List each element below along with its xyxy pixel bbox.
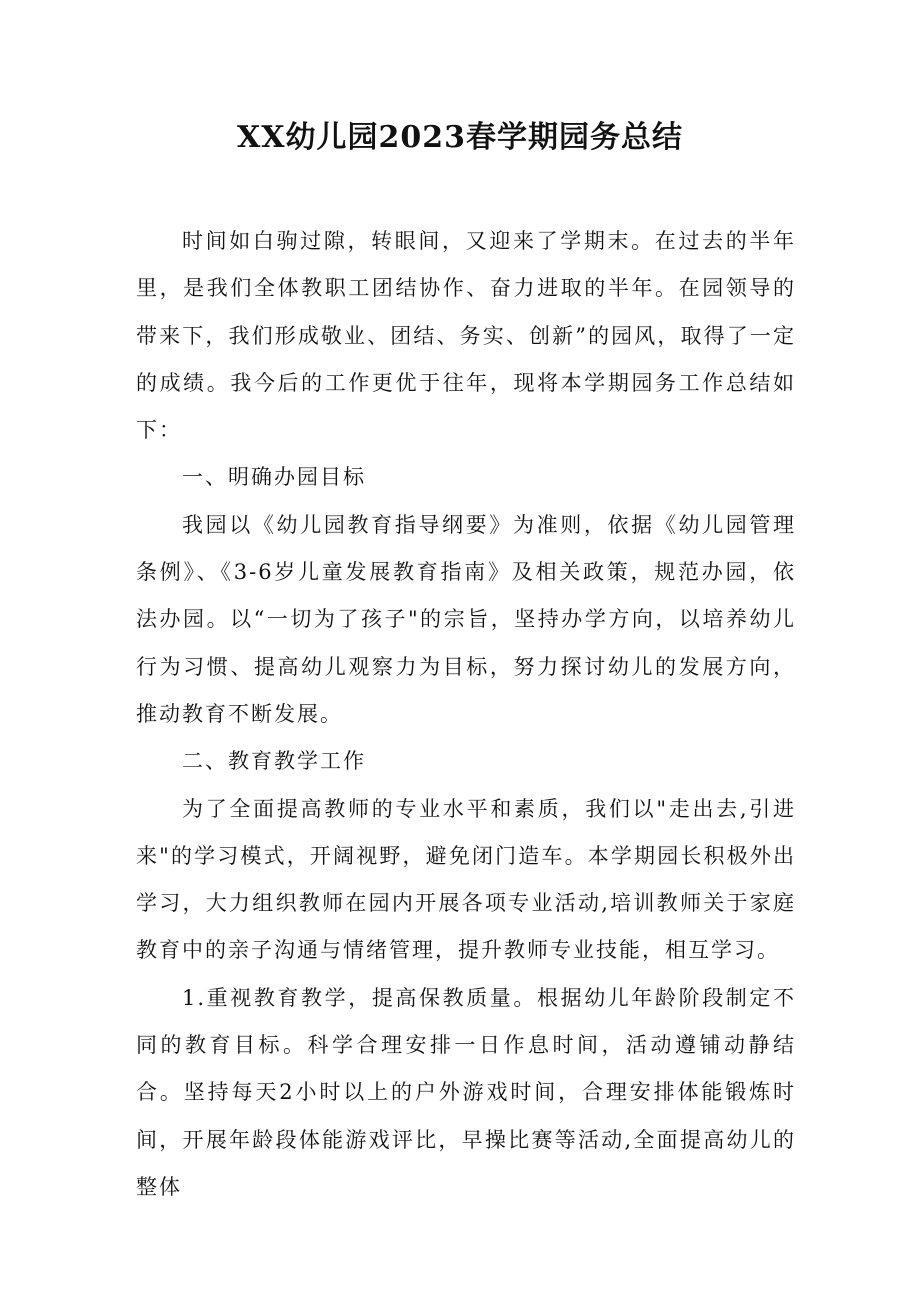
intro-paragraph: 时间如白驹过隙，转眼间，又迎来了学期末。在过去的半年里，是我们全体教职工团结协作、奋力进取的半年。在园领导的带来下，我们形成敬业、团结、务实、创新”的园风，取得了一定的成绩。我今后的工作更优于往年，现将本学期园务工作总结如下：: [136, 229, 796, 443]
teaching-item-1-paragraph: 1.重视教育教学，提高保教质量。根据幼儿年龄阶段制定不同的教育目标。科学合理安排一日作息时间，活动遵铺动静结合。坚持每天2小时以上的户外游戏时间，合理安排体能锻炼时间，开展年龄段体能游戏评比，早操比赛等活动,全面提高幼儿的整体: [136, 985, 796, 1199]
section-heading-teaching: 二、教育教学工作: [182, 749, 366, 774]
section-heading-goals: 一、明确办园目标: [182, 465, 366, 490]
goals-paragraph: 我园以《幼儿园教育指导纲要》为准则，依据《幼儿园管理条例》、《3-6岁儿童发展教育指南》及相关政策，规范办园，依法办园。以“一切为了孩子"的宗旨，坚持办学方向，以培养幼儿行为习惯、提高幼儿观察力为目标，努力探讨幼儿的发展方向，推动教育不断发展。: [136, 512, 796, 726]
document-title: XX幼儿园2023春学期园务总结: [236, 120, 684, 155]
teaching-paragraph: 为了全面提高教师的专业水平和素质，我们以"走出去,引进来"的学习模式，开阔视野，避免闭门造车。本学期园长积极外出学习，大力组织教师在园内开展各项专业活动,培训教师关于家庭教育中的亲子沟通与情绪管理，提升教师专业技能，相互学习。: [136, 796, 796, 963]
document-body: [136, 218, 796, 1211]
